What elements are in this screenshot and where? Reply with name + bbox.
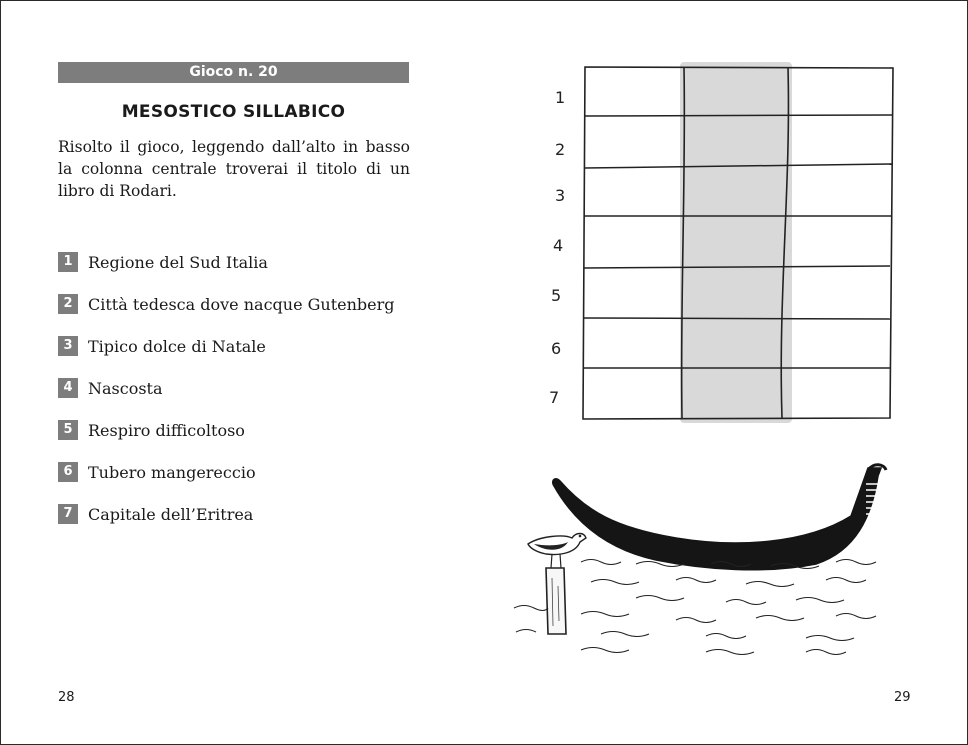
- list-item: [58, 367, 418, 409]
- page-number-right: 29: [894, 690, 911, 705]
- row-label: 6: [551, 339, 562, 358]
- gondola-icon: [553, 465, 886, 570]
- page-number-left: 28: [58, 690, 75, 705]
- clue-text: Tipico dolce di Natale: [88, 336, 266, 356]
- clue-text: Capitale dell’Eritrea: [88, 504, 254, 524]
- grid-row-line: [584, 266, 890, 268]
- clue-number-badge: 1: [58, 252, 78, 272]
- clue-text: Tubero mangereccio: [88, 462, 256, 482]
- clue-text: Regione del Sud Italia: [88, 252, 268, 272]
- list-item: [58, 283, 418, 325]
- clue-number-badge: 5: [58, 420, 78, 440]
- clue-number-badge: 3: [58, 336, 78, 356]
- row-label: 3: [555, 186, 566, 205]
- clue-text: Nascosta: [88, 378, 163, 398]
- row-label: 1: [555, 88, 566, 107]
- mooring-pole-icon: [546, 568, 566, 634]
- list-item: [58, 451, 418, 493]
- game-number-bar: Gioco n. 20: [58, 62, 409, 83]
- list-item: [58, 241, 418, 283]
- clue-number-badge: 2: [58, 294, 78, 314]
- mesostic-grid: [539, 56, 899, 431]
- row-label: 5: [551, 286, 562, 305]
- clue-list: [58, 241, 418, 535]
- list-item: [58, 493, 418, 535]
- seagull-icon: [528, 534, 586, 569]
- clue-number-badge: 4: [58, 378, 78, 398]
- clue-text: Respiro difficoltoso: [88, 420, 245, 440]
- gondola-illustration: [506, 456, 896, 666]
- row-label: 4: [553, 236, 564, 255]
- grid-row-line: [583, 318, 890, 319]
- row-label: 7: [549, 388, 560, 407]
- clue-number-badge: 6: [58, 462, 78, 482]
- clue-number-badge: 7: [58, 504, 78, 524]
- grid-row-line: [585, 115, 892, 116]
- water-waves-icon: [514, 560, 876, 655]
- instructions-text: Risolto il gioco, leggendo dall’alto in basso la colonna centrale troverai il titolo di un libro di Rodari.: [58, 138, 410, 200]
- list-item: [58, 325, 418, 367]
- page-title: MESOSTICO SILLABICO: [121, 102, 346, 122]
- row-label: 2: [555, 140, 566, 159]
- list-item: [58, 409, 418, 451]
- clue-text: Città tedesca dove nacque Gutenberg: [88, 294, 395, 314]
